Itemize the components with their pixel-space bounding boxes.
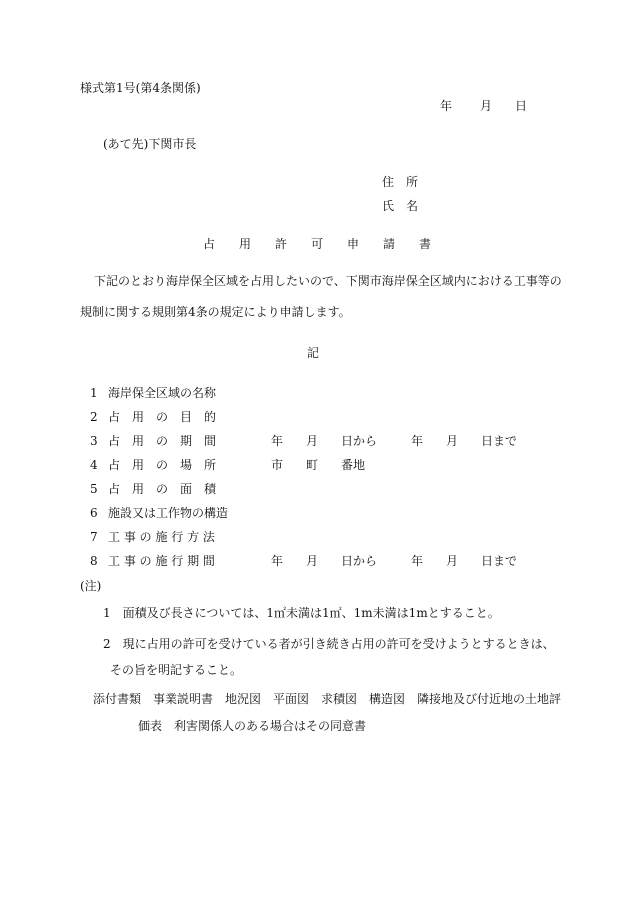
date-line bbox=[440, 98, 527, 114]
item-1 bbox=[90, 385, 258, 401]
item-8-from-day: 日から bbox=[341, 554, 378, 568]
applicant-name-label: 氏 名 bbox=[382, 199, 419, 213]
item-3-from-month: 月 bbox=[306, 434, 319, 448]
note-1: 1 面積及び長さについては、1㎡未満は1㎡、1m未満は1mとすること。 bbox=[103, 606, 500, 620]
item-label: 占 用 の 目 的 bbox=[108, 410, 217, 424]
item-label: 占 用 の 期 間 bbox=[108, 434, 217, 448]
item-number: 4 bbox=[90, 458, 98, 472]
item-5 bbox=[90, 481, 258, 497]
ki-heading: 記 bbox=[307, 346, 320, 360]
body-text-line-1: 下記のとおり海岸保全区域を占用したいので、下関市海岸保全区域内における工事等の bbox=[94, 274, 562, 288]
item-8-to-year: 年 bbox=[411, 554, 424, 568]
item-label: 占 用 の 面 積 bbox=[108, 482, 217, 496]
date-month: 月 bbox=[480, 99, 493, 113]
item-3-from-year: 年 bbox=[271, 434, 284, 448]
item-number: 2 bbox=[90, 410, 98, 424]
body-text-line-2: 規制に関する規則第4条の規定により申請します。 bbox=[80, 305, 351, 319]
item-3-to-day: 日まで bbox=[481, 434, 518, 448]
item-label: 海岸保全区域の名称 bbox=[108, 386, 217, 400]
item-8 bbox=[90, 553, 258, 569]
item-number: 5 bbox=[90, 482, 98, 496]
item-4-city: 市 bbox=[271, 458, 284, 472]
item-8-to-month: 月 bbox=[446, 554, 459, 568]
item-6 bbox=[90, 505, 258, 521]
document-title: 占 用 許 可 申 請 書 bbox=[203, 237, 432, 251]
note-2: 2 現に占用の許可を受けている者が引き続き占用の許可を受けようとするときは、 bbox=[103, 637, 555, 651]
item-3 bbox=[90, 433, 258, 449]
date-year: 年 bbox=[440, 99, 453, 113]
attachments-line-1: 添付書類 事業説明書 地況図 平面図 求積図 構造図 隣接地及び付近地の土地評 bbox=[93, 692, 562, 706]
item-8-to-day: 日まで bbox=[481, 554, 518, 568]
item-3-from-day: 日から bbox=[341, 434, 378, 448]
attachments-line-2: 価表 利害関係人のある場合はその同意書 bbox=[138, 719, 367, 733]
notes-heading: (注) bbox=[80, 579, 102, 593]
item-4-town: 町 bbox=[306, 458, 319, 472]
item-4-lot: 番地 bbox=[341, 458, 366, 472]
item-label: 工 事 の 施 行 期 間 bbox=[108, 554, 215, 568]
item-number: 1 bbox=[90, 386, 98, 400]
item-8-from-month: 月 bbox=[306, 554, 319, 568]
addressee: (あて先)下関市長 bbox=[103, 137, 197, 151]
item-4 bbox=[90, 457, 258, 473]
date-day: 日 bbox=[515, 99, 528, 113]
item-8-from-year: 年 bbox=[271, 554, 284, 568]
item-2 bbox=[90, 409, 258, 425]
item-label: 施設又は工作物の構造 bbox=[108, 506, 229, 520]
applicant-address-label: 住 所 bbox=[382, 175, 419, 189]
item-number: 3 bbox=[90, 434, 98, 448]
item-3-to-year: 年 bbox=[411, 434, 424, 448]
item-number: 6 bbox=[90, 506, 98, 520]
item-3-to-month: 月 bbox=[446, 434, 459, 448]
item-label: 工 事 の 施 行 方 法 bbox=[108, 530, 215, 544]
item-number: 8 bbox=[90, 554, 98, 568]
item-label: 占 用 の 場 所 bbox=[108, 458, 217, 472]
item-7 bbox=[90, 529, 258, 545]
form-number: 様式第1号(第4条関係) bbox=[80, 81, 201, 95]
note-2-continuation: その旨を明記すること。 bbox=[110, 663, 243, 677]
item-number: 7 bbox=[90, 530, 98, 544]
